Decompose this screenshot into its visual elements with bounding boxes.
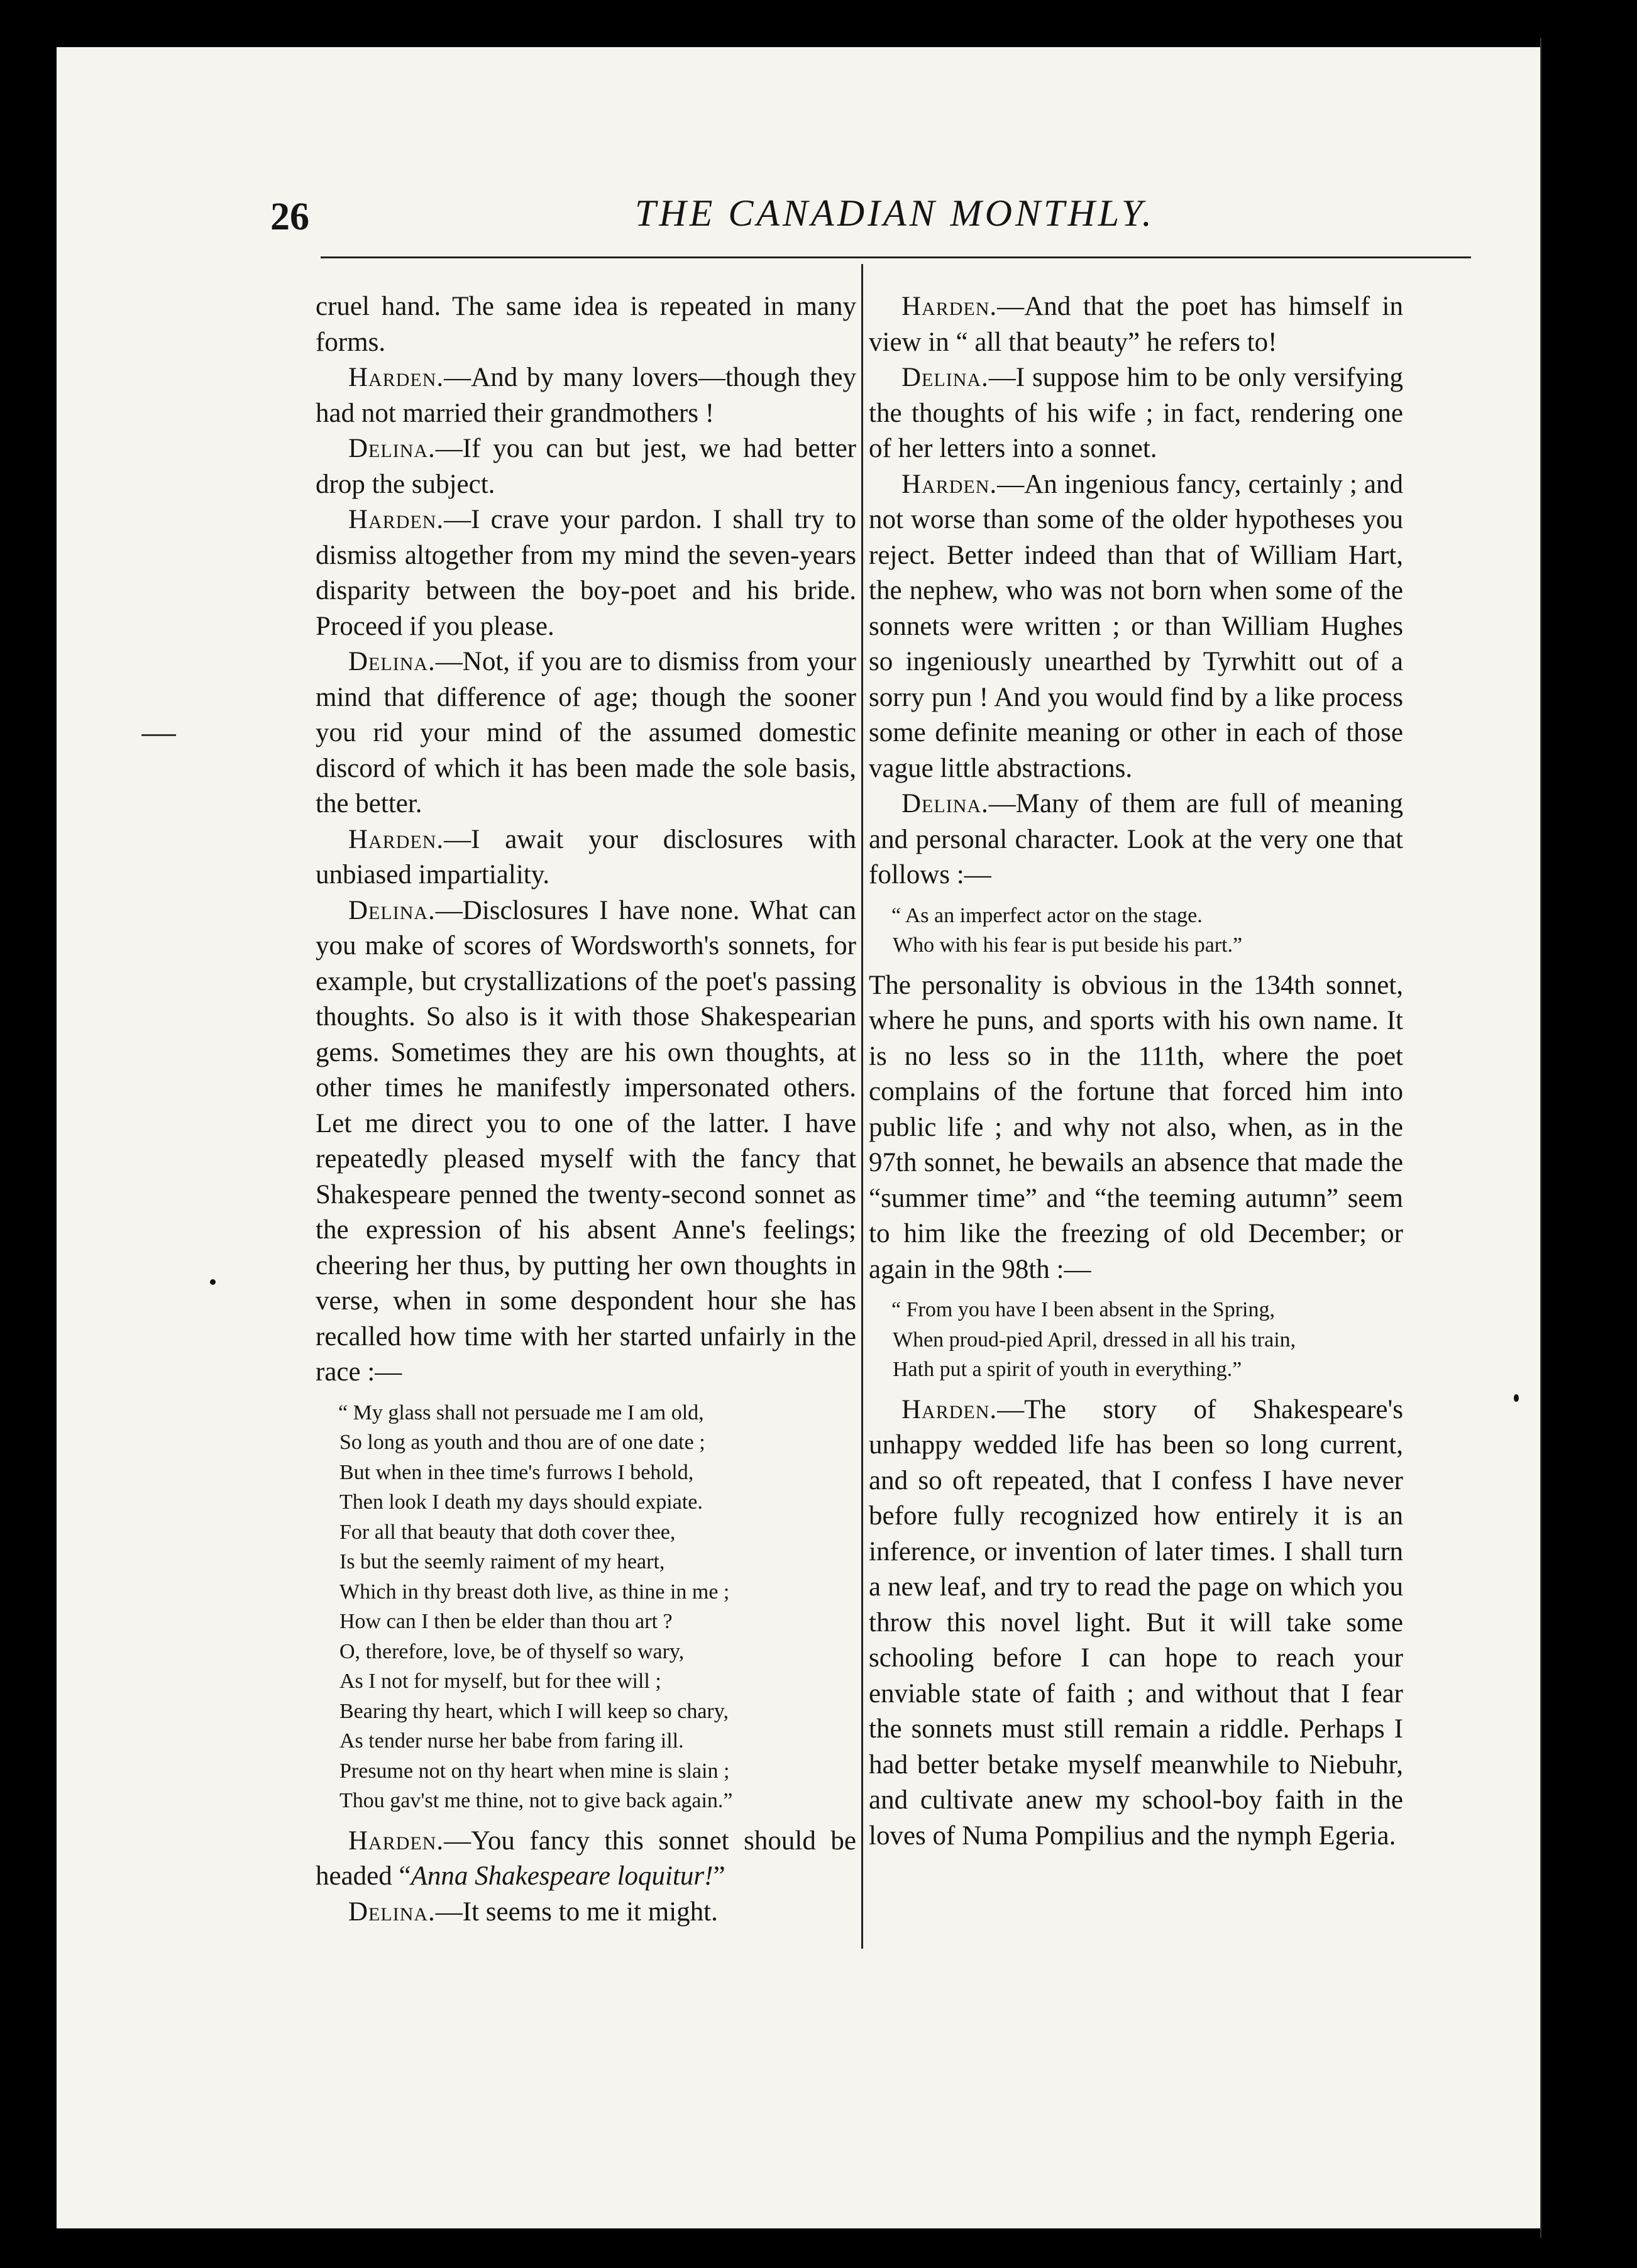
dialogue-text: —I crave your pardon. I shall try to dismiss altogether from my mind the seven-years disparity between the boy-poet and his bride. Proceed if you please.	[316, 505, 856, 641]
paragraph	[316, 1895, 856, 1930]
paragraph	[316, 822, 856, 893]
dialogue-text: —Disclosures I have none. What can you make of scores of Wordsworth's sonnets, for example, but crystallizations of the poet's passing thoughts. So also is it with those Shakespearian gems. Sometimes they are his own thoughts, at other times he manifestly impersonated others. Let me direct you to one of the latter. I have repeatedly pleased myself with the fancy that Shakespeare penned the twenty-second sonnet as the expression of his absent Anne's feelings; cheering her thus, by putting her own thoughts in verse, when in some despondent hour she has recalled how time with her started unfairly in the race :—	[316, 895, 856, 1387]
verse-line: “ From you have I been absent in the Spring,	[891, 1298, 1275, 1321]
paragraph	[869, 786, 1403, 893]
header-rule	[321, 256, 1471, 258]
speaker-name: Harden.	[348, 363, 444, 392]
verse-line: Is but the seemly raiment of my heart,	[339, 1550, 665, 1573]
speaker-name: Delina.	[348, 647, 436, 676]
verse-line: Who with his fear is put beside his part.”	[893, 933, 1243, 957]
italic-quote: Anna Shakespeare loquitur!	[411, 1861, 714, 1891]
paragraph	[316, 893, 856, 1390]
verse-line: But when in thee time's furrows I behold,	[339, 1460, 694, 1484]
speaker-name: Delina.	[348, 895, 436, 925]
dialogue-text: —An ingenious fancy, certainly ; and not worse than some of the older hypotheses you reject. Better indeed than that of William Hart, the nephew, who was not born when some of the sonnets were written ; or than William Hughes so ingeniously unearthed by Tyrwhitt out of a sorry pun ! And you would find by a like process some definite meaning or other in each of those vague little abstractions.	[869, 469, 1403, 783]
speaker-name: Harden.	[901, 469, 998, 499]
verse-line: Bearing thy heart, which I will keep so chary,	[339, 1699, 729, 1723]
paragraph	[316, 502, 856, 644]
verse-line: “ My glass shall not persuade me I am old,	[338, 1401, 704, 1424]
paragraph	[869, 360, 1403, 467]
dialogue-text: —The story of Shakespeare's unhappy wedded life has been so long current, and so oft repeated, that I confess I have never before fully recognized how entirely it is an inference, or invention of later times. I shall turn a new leaf, and try to read the page on which you throw this novel light. But it will take some schooling before I can hope to reach your enviable state of faith ; and without that I fear the sonnets must still remain a riddle. Perhaps I had better betake myself meanwhile to Niebuhr, and cultivate anew my school-boy faith in the loves of Numa Pompilius and the nymph Egeria.	[869, 1394, 1403, 1851]
verse-line: Thou gav'st me thine, not to give back again.”	[339, 1789, 733, 1812]
paragraph	[869, 289, 1403, 360]
dialogue-text: —I suppose him to be only versifying the thoughts of his wife ; in fact, rendering one of her letters into a sonnet.	[869, 363, 1403, 463]
speaker-name: Delina.	[901, 363, 989, 392]
speaker-name: Delina.	[348, 434, 436, 463]
paragraph	[316, 431, 856, 502]
dialogue-text: —I await your disclosures with unbiased impartiality.	[316, 824, 856, 889]
paragraph	[316, 1824, 856, 1895]
verse-line: As tender nurse her babe from faring ill.	[339, 1729, 684, 1753]
dialogue-text: —Not, if you are to dismiss from your mind that difference of age; though the sooner you rid your mind of the assumed domestic discord of which it has been made the sole basis, the better.	[316, 647, 856, 818]
running-title: THE CANADIAN MONTHLY.	[635, 192, 1155, 234]
verse-line: As I not for myself, but for thee will ;	[339, 1670, 661, 1693]
paragraph	[316, 360, 856, 431]
paragraph	[869, 1392, 1403, 1854]
scan-speck	[210, 1279, 216, 1285]
column-divider	[861, 264, 863, 1949]
dialogue-text: —If you can but jest, we had better drop the subject.	[316, 434, 856, 499]
verse-line: How can I then be elder than thou art ?	[339, 1610, 673, 1633]
speaker-name: Harden.	[348, 824, 444, 854]
dialogue-text: —And by many lovers—though they had not married their grandmothers !	[316, 363, 856, 428]
left-column	[316, 289, 856, 1930]
dialogue-text: —Many of them are full of meaning and personal character. Look at the very one that follows :—	[869, 789, 1403, 889]
paragraph: The personality is obvious in the 134th sonnet, where he puns, and sports with his own name. It is no less so in the 111th, where the poet complains of the fortune that forced him into public life ; and why not also, when, as in the 97th sonnet, he bewails an absence that made the “summer time” and “the teeming autumn” seem to him like the freezing of old December; or again in the 98th :—	[869, 970, 1403, 1284]
speaker-name: Delina.	[348, 1896, 436, 1927]
page-number: 26	[270, 195, 309, 238]
sonnet-quote	[869, 901, 1403, 961]
verse-line: Which in thy breast doth live, as thine in me ;	[339, 1580, 730, 1604]
verse-line: Presume not on thy heart when mine is slain ;	[339, 1759, 730, 1783]
speaker-name: Harden.	[901, 1394, 998, 1424]
speaker-name: Delina.	[901, 789, 989, 818]
sonnet-quote	[316, 1398, 856, 1816]
scan-mark	[141, 734, 176, 736]
page-edge-shadow	[1540, 38, 1541, 2238]
dialogue-text: ”	[713, 1861, 725, 1891]
verse-line: So long as youth and thou are of one date ;	[339, 1431, 705, 1454]
verse-line: When proud-pied April, dressed in all his train,	[893, 1328, 1296, 1351]
verse-line: “ As an imperfect actor on the stage.	[891, 903, 1203, 927]
verse-line: For all that beauty that doth cover thee,	[339, 1520, 676, 1544]
verse-line: Then look I death my days should expiate.	[339, 1490, 703, 1514]
paragraph	[869, 467, 1403, 787]
paragraph: cruel hand. The same idea is repeated in many forms.	[316, 292, 856, 357]
verse-line: O, therefore, love, be of thyself so wary,	[339, 1639, 685, 1663]
speaker-name: Harden.	[348, 505, 444, 534]
right-column	[869, 289, 1403, 1854]
dialogue-text: —And that the poet has himself in view in “ all that beauty” he refers to!	[869, 292, 1403, 357]
dialogue-text: —It seems to me it might.	[435, 1896, 718, 1927]
paragraph	[316, 644, 856, 822]
speaker-name: Harden.	[348, 1825, 444, 1856]
dialogue-text: —You fancy this sonnet should be headed “	[316, 1825, 856, 1891]
scan-speck	[1514, 1394, 1519, 1402]
sonnet-quote	[869, 1295, 1403, 1385]
speaker-name: Harden.	[901, 292, 998, 321]
verse-line: Hath put a spirit of youth in everything.”	[893, 1358, 1242, 1381]
